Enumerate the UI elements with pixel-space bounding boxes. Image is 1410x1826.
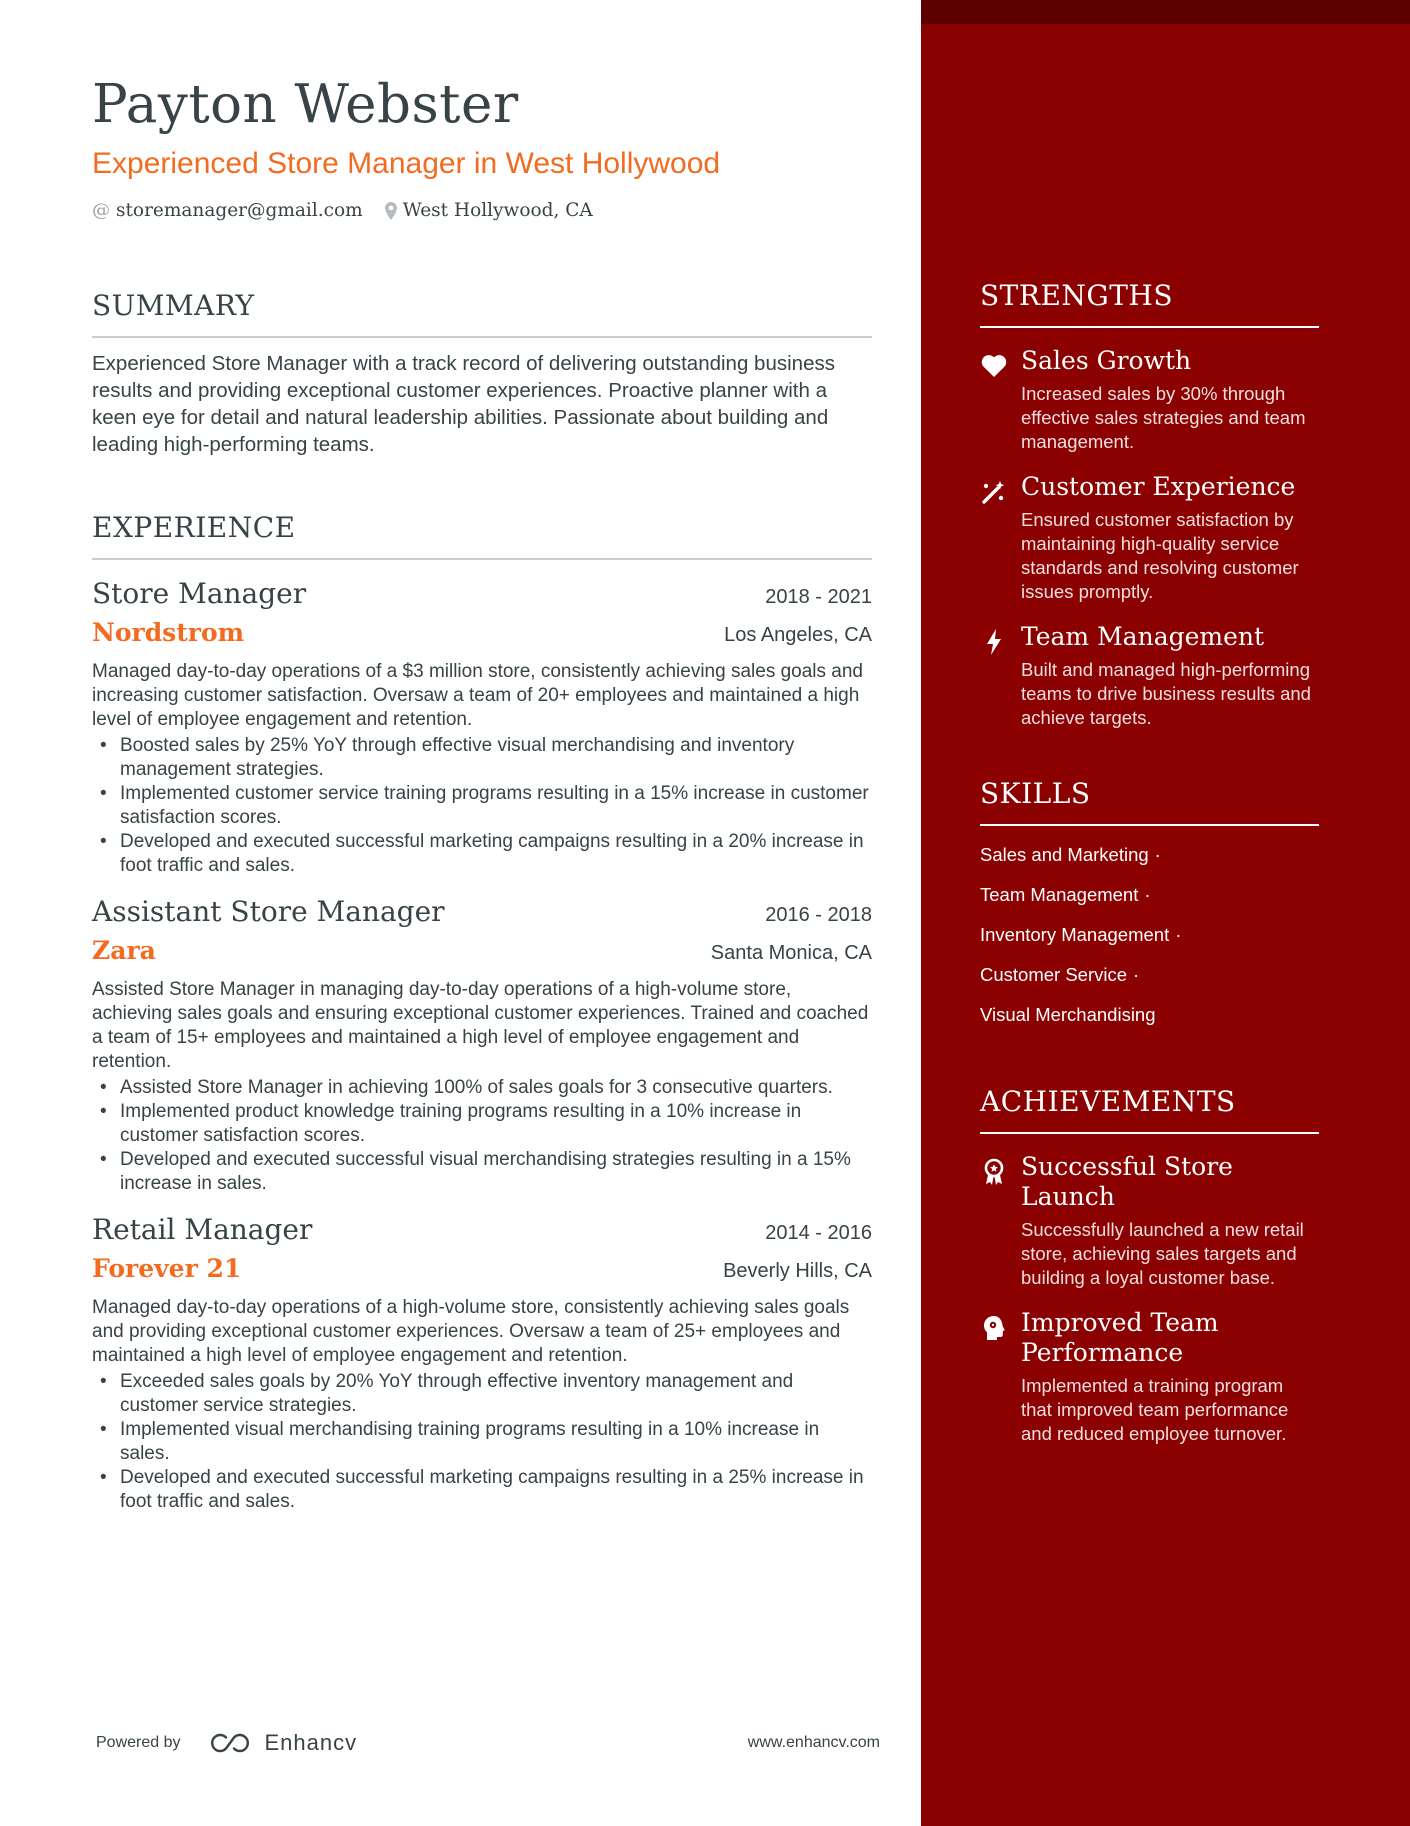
section-divider (92, 558, 872, 560)
section-divider (980, 824, 1319, 826)
head-brain-icon (980, 1314, 1008, 1342)
job-header-row (92, 1210, 872, 1250)
skills-list (980, 844, 1319, 1026)
job-dates: 2018 - 2021 (765, 586, 872, 608)
section-divider (980, 326, 1319, 328)
achievements-title: ACHIEVEMENTS (980, 1085, 1236, 1118)
section-divider (92, 336, 872, 338)
job-description: Managed day-to-day operations of a high-volume store, consistently achieving sales goals and providing exceptional customer experiences. Oversaw a team of 25+ employees and maintained a high level of employee engagement and retention. (92, 1297, 850, 1366)
job-bullets (92, 734, 872, 878)
enhancv-logo[interactable] (207, 1730, 358, 1756)
skills-section (980, 776, 1319, 1026)
skill-item (980, 844, 1319, 866)
location-text: West Hollywood, CA (402, 200, 593, 221)
bullet-item: • Exceeded sales goals by 20% YoY through effective inventory management and customer service strategies. (92, 1370, 872, 1418)
skill-label: Team Management (980, 884, 1139, 905)
bullet-item: • Developed and executed successful marketing campaigns resulting in a 25% increase in foot traffic and sales. (92, 1466, 872, 1514)
skill-separator: · (1133, 964, 1140, 985)
bullet-item: • Assisted Store Manager in achieving 100% of sales goals for 3 consecutive quarters. (92, 1076, 872, 1100)
sidebar-content (980, 278, 1319, 1446)
experience-section (92, 510, 872, 1514)
skill-separator: · (1144, 884, 1151, 905)
skill-label: Visual Merchandising (980, 1004, 1156, 1025)
brand-name: Enhancv (264, 1730, 358, 1755)
job-location: Los Angeles, CA (724, 624, 872, 646)
location-contact (385, 200, 593, 221)
at-icon: @ (92, 200, 110, 221)
job-company: Forever 21 (92, 1254, 242, 1283)
headline: Experienced Store Manager in West Hollywood (92, 147, 721, 180)
job-company: Nordstrom (92, 618, 245, 647)
job-entry (92, 574, 872, 878)
skills-title: SKILLS (980, 777, 1091, 810)
enhancv-logo-icon (207, 1731, 253, 1755)
bullet-item: • Implemented customer service training programs resulting in a 15% increase in customer satisfaction scores. (92, 782, 872, 830)
powered-by-label: Powered by (96, 1734, 181, 1751)
job-company-row (92, 932, 872, 970)
achievement-item (980, 1308, 1319, 1446)
bullet-item: • Developed and executed successful visual merchandising strategies resulting in a 15% increase in sales. (92, 1148, 872, 1196)
skill-label: Customer Service (980, 964, 1128, 985)
bullet-item: • Developed and executed successful marketing campaigns resulting in a 20% increase in foot traffic and sales. (92, 830, 872, 878)
strength-description: Built and managed high-performing teams to drive business results and achieve targets. (1021, 659, 1311, 728)
job-description: Managed day-to-day operations of a $3 million store, consistently achieving sales goals and increasing customer satisfaction. Oversaw a team of 20+ employees and maintained a high level of employee engagement and retention. (92, 661, 864, 730)
strength-title: Customer Experience (1021, 472, 1296, 501)
job-entry (92, 1210, 872, 1514)
lightning-icon (980, 628, 1008, 656)
bullet-item: • Implemented visual merchandising training programs resulting in a 10% increase in sales. (92, 1418, 872, 1466)
skill-separator: · (1175, 924, 1182, 945)
magic-wand-icon (980, 478, 1008, 506)
job-bullets (92, 1076, 872, 1196)
main-column (92, 70, 872, 1514)
achievement-title: Improved Team Performance (1021, 1308, 1219, 1367)
skill-label: Inventory Management (980, 924, 1170, 945)
job-dates: 2016 - 2018 (765, 904, 872, 926)
strength-item (980, 346, 1319, 454)
job-header-row (92, 892, 872, 932)
skill-item (980, 1004, 1319, 1026)
skill-item (980, 964, 1319, 986)
strength-description: Ensured customer satisfaction by maintaining high-quality service standards and resolving customer issues promptly. (1021, 509, 1299, 602)
job-entry (92, 892, 872, 1196)
strength-title: Sales Growth (1021, 346, 1192, 375)
job-location: Beverly Hills, CA (723, 1260, 872, 1282)
strength-title: Team Management (1021, 622, 1265, 651)
powered-by (96, 1730, 357, 1756)
footer-url[interactable]: www.enhancv.com (747, 1734, 880, 1751)
summary-section (92, 288, 872, 458)
email-text[interactable]: storemanager@gmail.com (116, 200, 363, 221)
strength-item (980, 622, 1319, 730)
achievement-item (980, 1152, 1319, 1290)
achievement-title: Successful Store Launch (1021, 1152, 1233, 1211)
bullet-item: • Boosted sales by 25% YoY through effective visual merchandising and inventory management strategies. (92, 734, 872, 782)
skill-separator: · (1154, 844, 1161, 865)
skill-label: Sales and Marketing (980, 844, 1149, 865)
email-contact[interactable] (92, 200, 363, 221)
map-pin-icon (385, 202, 397, 220)
achievement-description: Successfully launched a new retail store, achieving sales targets and building a loyal customer base. (1021, 1219, 1304, 1288)
strength-description: Increased sales by 30% through effective sales strategies and team management. (1021, 383, 1306, 452)
job-location: Santa Monica, CA (710, 942, 872, 964)
strengths-title: STRENGTHS (980, 279, 1174, 312)
summary-title: SUMMARY (92, 289, 255, 322)
job-title: Assistant Store Manager (92, 895, 445, 928)
heart-icon (980, 352, 1008, 380)
job-description: Assisted Store Manager in managing day-to-day operations of a high-volume store, achieving sales goals and ensuring exceptional customer experiences. Trained and coached a team of 15+ employees and maintained a high level of employee engagement and retention. (92, 979, 869, 1072)
summary-text: Experienced Store Manager with a track record of delivering outstanding business results and providing exceptional customer experiences. Proactive planner with a keen eye for detail and natural leadership abilities. Passionate about building and leading high-performing teams. (92, 352, 835, 456)
job-title: Store Manager (92, 577, 307, 610)
bullet-item: • Implemented product knowledge training programs resulting in a 10% increase in customer satisfaction scores. (92, 1100, 872, 1148)
experience-title: EXPERIENCE (92, 511, 296, 544)
job-company: Zara (92, 936, 156, 965)
contact-row (92, 200, 872, 221)
strengths-section (980, 278, 1319, 730)
job-company-row (92, 1250, 872, 1288)
job-title: Retail Manager (92, 1213, 313, 1246)
achievements-section (980, 1084, 1319, 1446)
footer (96, 1730, 880, 1756)
candidate-name: Payton Webster (92, 74, 519, 135)
sidebar (921, 0, 1410, 1826)
skill-item (980, 884, 1319, 906)
job-header-row (92, 574, 872, 614)
achievement-description: Implemented a training program that improved team performance and reduced employee turnover. (1021, 1375, 1289, 1444)
job-dates: 2014 - 2016 (765, 1222, 872, 1244)
job-bullets (92, 1370, 872, 1514)
award-icon (980, 1158, 1008, 1186)
strength-item (980, 472, 1319, 604)
skill-item (980, 924, 1319, 946)
section-divider (980, 1132, 1319, 1134)
sidebar-top-bar (921, 0, 1410, 24)
job-company-row (92, 614, 872, 652)
